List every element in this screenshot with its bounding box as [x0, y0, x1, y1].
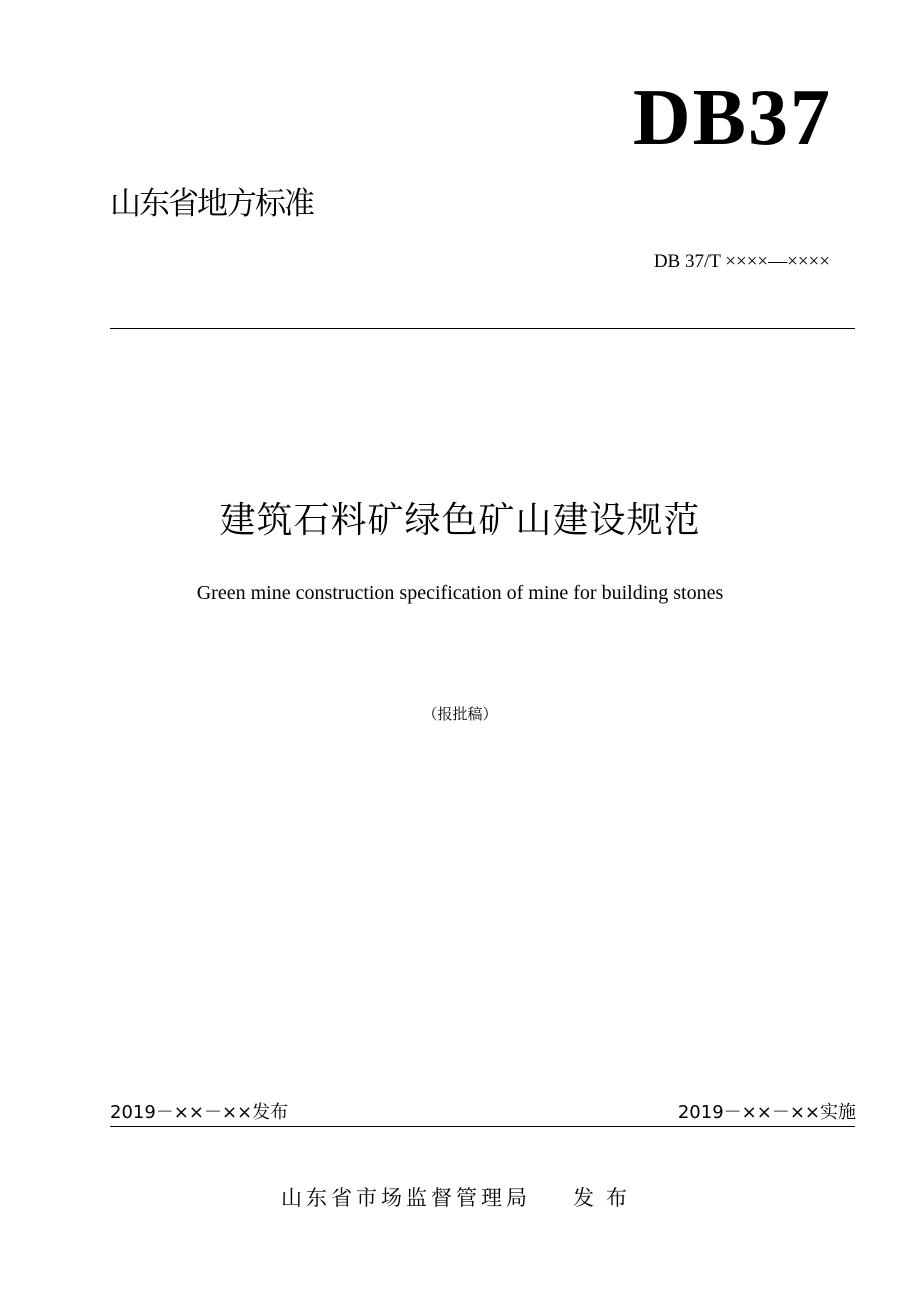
issuer-name: 山东省市场监督管理局: [281, 1186, 531, 1210]
implement-date: 2019－××－××实施: [677, 1102, 856, 1123]
publish-date: 2019－××－××发布: [110, 1102, 289, 1123]
issuer: [0, 1184, 920, 1212]
standard-number: DB 37/T ××××—××××: [653, 251, 830, 272]
db-logo: DB37: [632, 74, 832, 162]
footer-divider: [110, 1126, 855, 1127]
header-divider: [110, 328, 855, 329]
issuer-action: 发布: [573, 1186, 639, 1210]
draft-status: （报批稿）: [422, 705, 498, 723]
standard-type: 山东省地方标准: [110, 186, 313, 222]
document-title-chinese: 建筑石料矿绿色矿山建设规范: [219, 500, 701, 541]
document-title-english: Green mine construction specification of mine for building stones: [196, 582, 724, 604]
